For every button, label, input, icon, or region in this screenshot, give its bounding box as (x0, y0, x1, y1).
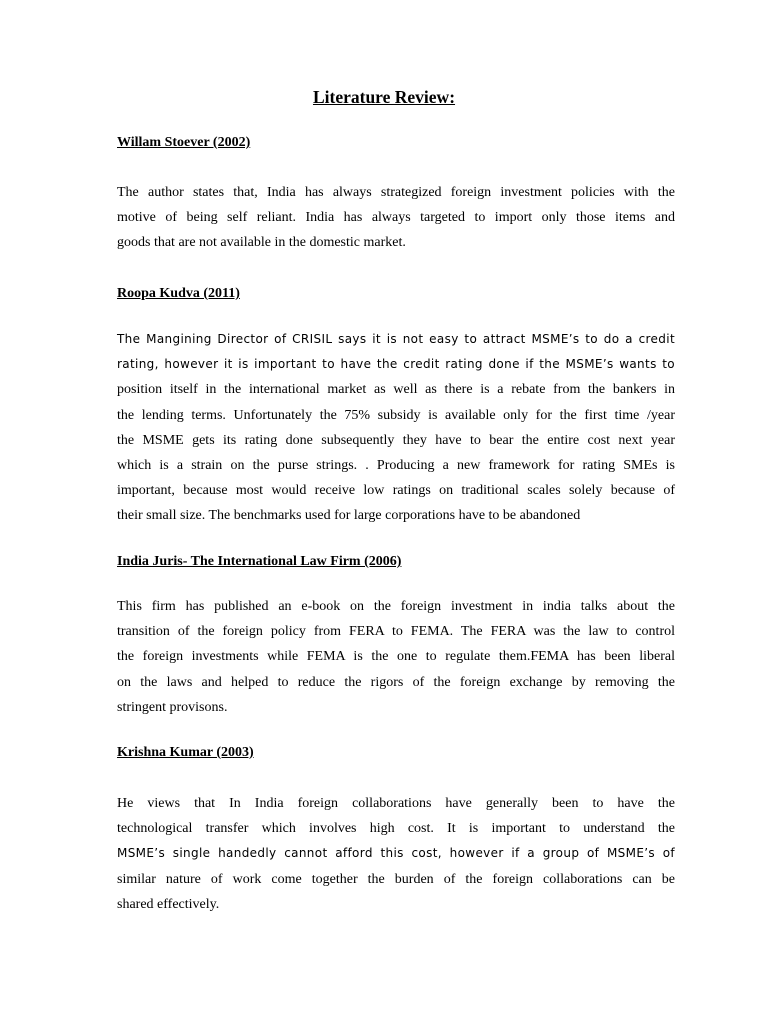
paragraph-line: The Mangining Director of CRISIL says it is not easy to attract MSME’s to do a credit (117, 332, 675, 346)
paragraph-line: the lending terms. Unfortunately the 75% subsidy is available only for the first time /year (117, 407, 675, 423)
section-heading-kumar: Krishna Kumar (2003) (117, 745, 254, 760)
paragraph-line: technological transfer which involves high cost. It is important to understand the (117, 821, 675, 837)
section-heading-kudva: Roopa Kudva (2011) (117, 286, 240, 301)
paragraph-line: position itself in the international market as well as there is a rebate from the bankers in (117, 382, 675, 398)
page-title: Literature Review: (312, 87, 456, 107)
paragraph-line: transition of the foreign policy from FERA to FEMA. The FERA was the law to control (117, 624, 675, 640)
paragraph-line: He views that In India foreign collaborations have generally been to have the (117, 796, 675, 811)
paragraph-line: MSME’s single handedly cannot afford this cost, however if a group of MSME’s of (117, 846, 675, 861)
paragraph-line: their small size. The benchmarks used for large corporations have to be abandoned (117, 508, 581, 524)
section-paragraph-stoever (117, 180, 675, 256)
paragraph-line: goods that are not available in the domestic market. (117, 235, 406, 251)
section-heading-india-juris: India Juris- The International Law Firm (2006) (117, 554, 402, 569)
paragraph-line: motive of being self reliant. India has always targeted to import only those items and (117, 210, 675, 226)
paragraph-line: on the laws and helped to reduce the rigors of the foreign exchange by removing the (117, 674, 675, 690)
paragraph-line: rating, however it is important to have the credit rating done if the MSME’s wants to (117, 357, 675, 372)
paragraph-line: the foreign investments while FEMA is the one to regulate them.FEMA has been liberal (117, 649, 675, 665)
section-paragraph-kumar (117, 791, 675, 917)
paragraph-line: The author states that, India has always strategized foreign investment policies with the (117, 185, 675, 200)
paragraph-line: the MSME gets its rating done subsequently they have to bear the entire cost next year (117, 432, 675, 448)
paragraph-line: similar nature of work come together the burden of the foreign collaborations can be (117, 871, 675, 887)
paragraph-line: shared effectively. (117, 896, 220, 912)
paragraph-line: which is a strain on the purse strings. . Producing a new framework for rating SMEs is (117, 457, 675, 473)
section-heading-stoever: Willam Stoever (2002) (117, 135, 251, 150)
section-paragraph-india-juris (117, 594, 675, 720)
section-paragraph-kudva (117, 327, 675, 529)
paragraph-line: stringent provisons. (117, 699, 228, 715)
paragraph-line: important, because most would receive low ratings on traditional scales solely because of (117, 483, 675, 499)
paragraph-line: This firm has published an e-book on the foreign investment in india talks about the (117, 599, 675, 614)
